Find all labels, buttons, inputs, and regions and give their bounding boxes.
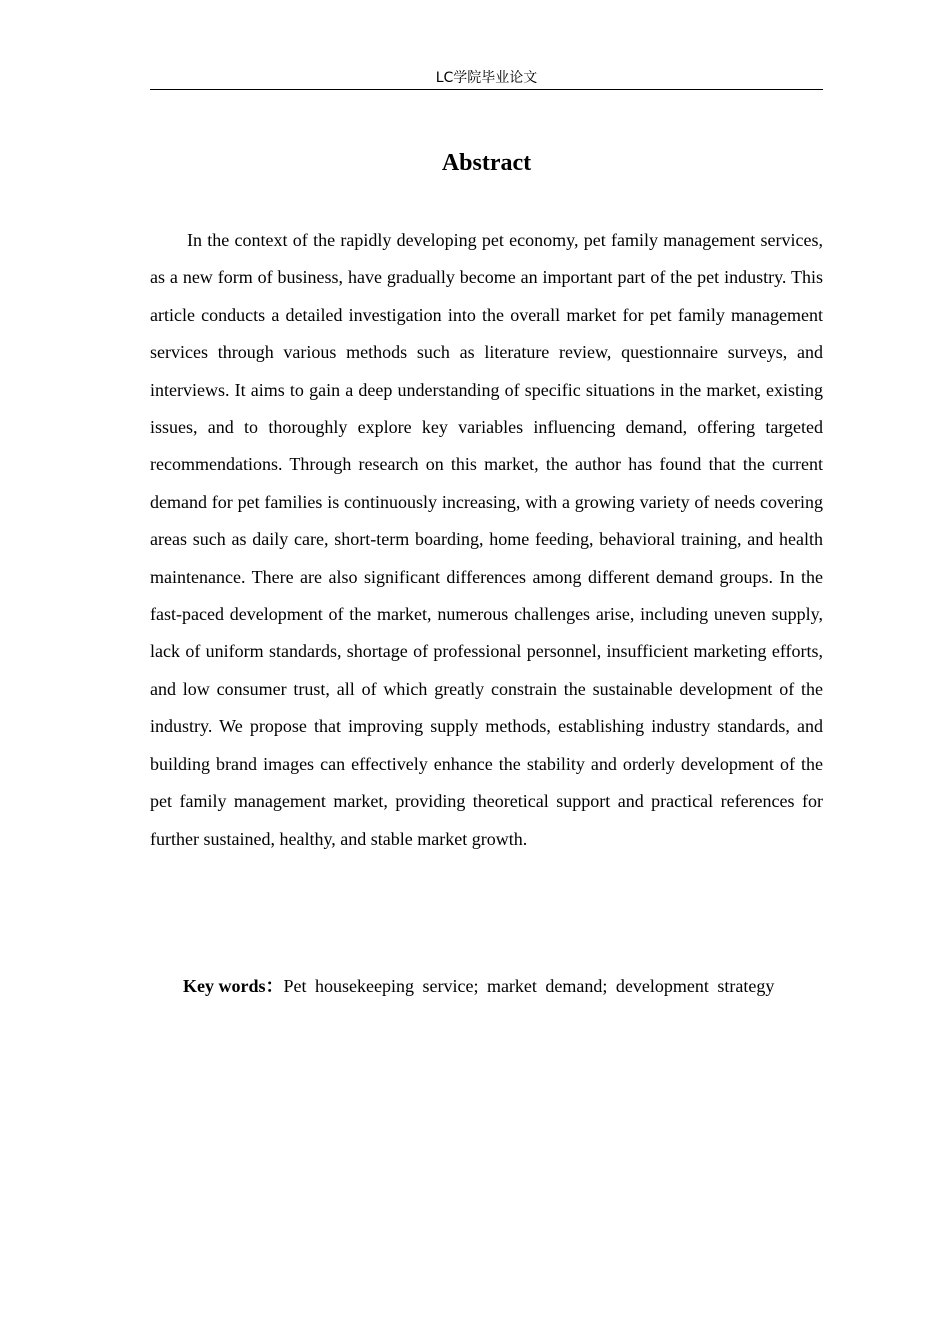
header-text: LC学院毕业论文 [435,70,538,86]
keywords-text: Pet housekeeping service; market demand; development strategy [283,976,775,996]
abstract-body: In the context of the rapidly developing pet economy, pet family management services, as a new form of business, have gradually become an important part of the pet industry. This article conducts a detailed investigation into the overall market for pet family management services through various methods such as literature review, questionnaire surveys, and interviews. It aims to gain a deep understanding of specific situations in the market, existing issues, and to thoroughly explore key variables influencing demand, offering targeted recommendations. Through research on this market, the author has found that the current demand for pet families is continuously increasing, with a growing variety of needs covering areas such as daily care, short-term boarding, home feeding, behavioral training, and health maintenance. There are also significant differences among different demand groups. In the fast-paced development of the market, numerous challenges arise, including uneven supply, lack of uniform standards, shortage of professional personnel, insufficient marketing efforts, and low consumer trust, all of which greatly constrain the sustainable development of the industry. We propose that improving supply methods, establishing industry standards, and building brand images can effectively enhance the stability and orderly development of the pet family management market, providing theoretical support and practical references for further sustained, healthy, and stable market growth. [150,230,823,849]
abstract-title: Abstract [441,150,532,176]
keywords-line [150,968,823,1005]
keywords-label: Key words [183,976,266,996]
keywords-separator: ： [265,976,284,996]
page-header [150,68,823,90]
